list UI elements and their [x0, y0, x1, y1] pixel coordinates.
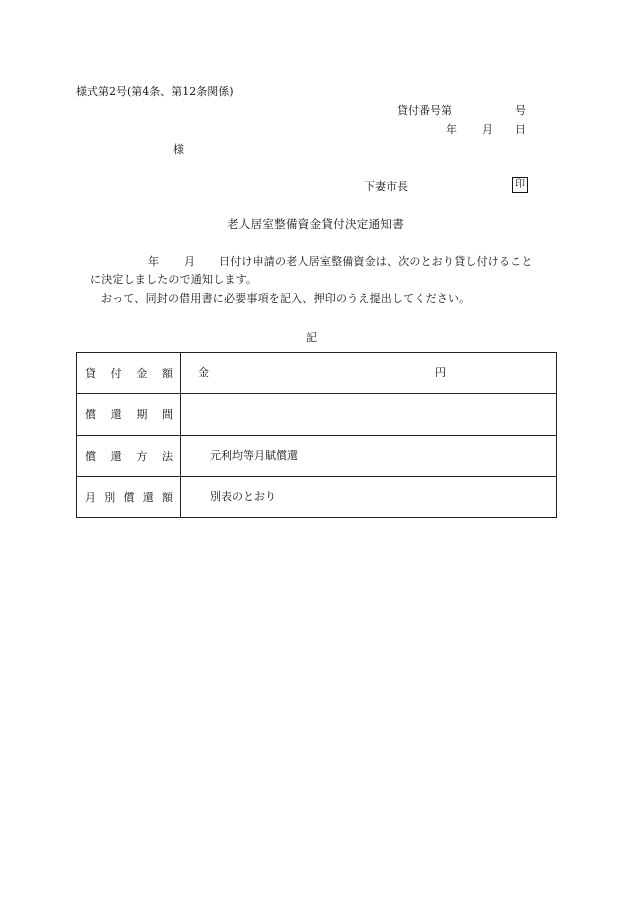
loan-detail-table — [76, 352, 557, 518]
seal-mark: 印 — [512, 177, 528, 193]
table-row-amount — [77, 353, 557, 394]
method-value: 元利均等月賦償還 — [210, 448, 298, 462]
date-day-label: 日 — [515, 123, 526, 136]
monthly-cell — [181, 476, 557, 517]
table-row-period — [77, 394, 557, 435]
form-number: 様式第2号(第4条、第12条関係) — [76, 85, 234, 98]
period-cell — [181, 394, 557, 435]
para1-text: 日付け申請の老人居室整備資金は、次のとおり貸し付けること — [219, 255, 533, 268]
amount-unit: 円 — [435, 366, 446, 379]
addressee-suffix: 様 — [173, 143, 184, 156]
amount-cell — [181, 353, 557, 394]
table-row-method — [77, 435, 557, 476]
loan-number-suffix: 号 — [515, 104, 526, 117]
document-title: 老人居室整備資金貸付決定通知書 — [227, 217, 404, 231]
para1-month-label: 月 — [184, 255, 195, 268]
method-label: 償還方法 — [77, 435, 181, 476]
amount-prefix: 金 — [198, 366, 209, 379]
para2-text: おって、同封の借用書に必要事項を記入、押印のうえ提出してください。 — [101, 292, 471, 305]
method-cell — [181, 435, 557, 476]
monthly-value: 別表のとおり — [210, 489, 276, 503]
monthly-label: 月別償還額 — [77, 476, 181, 517]
table-row-monthly — [77, 476, 557, 517]
date-year-label: 年 — [446, 123, 457, 136]
amount-label: 貸付金額 — [77, 353, 181, 394]
loan-number-label: 貸付番号第 — [397, 104, 452, 117]
para1-year-label: 年 — [148, 255, 159, 268]
date-month-label: 月 — [482, 123, 493, 136]
ki-mark: 記 — [306, 331, 317, 344]
period-label: 償還期間 — [77, 394, 181, 435]
para1-line2: に決定しましたので通知します。 — [90, 273, 258, 286]
mayor-label: 下妻市長 — [364, 180, 408, 193]
